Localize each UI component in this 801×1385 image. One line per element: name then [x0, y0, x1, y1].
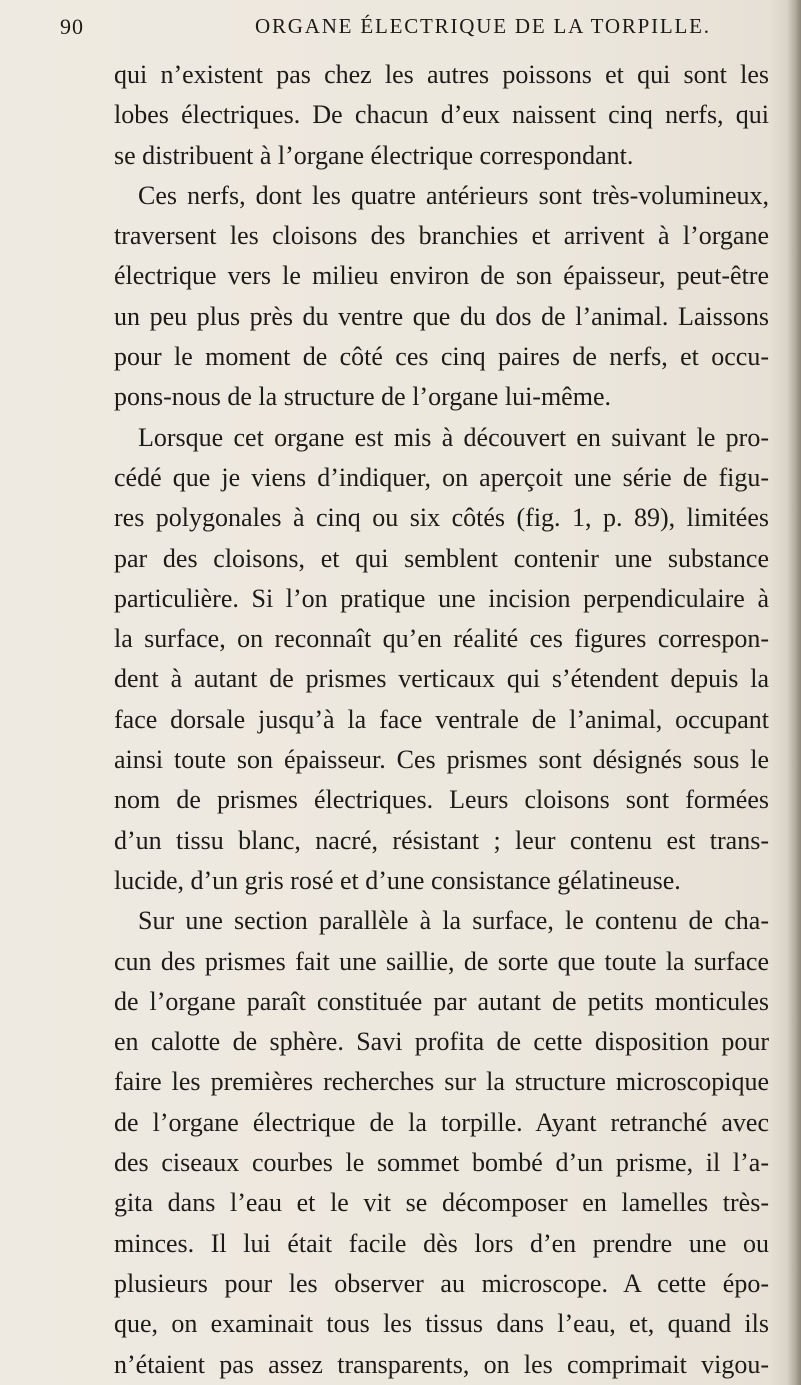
- text-line: Lorsque cet organe est mis à découvert en suivant le pro-: [138, 422, 769, 452]
- text-line: n’étaient pas assez transparents, on les comprimait vigou-: [114, 1349, 769, 1379]
- text-line: en calotte de sphère. Savi profita de cette disposition pour: [114, 1027, 769, 1057]
- text-line: gita dans l’eau et le vit se décomposer en lamelles très-: [114, 1188, 769, 1218]
- text-line: pour le moment de côté ces cinq paires de nerfs, et occu-: [114, 342, 769, 372]
- text-line: Sur une section parallèle à la surface, le contenu de cha-: [138, 906, 769, 936]
- text-line: cun des prismes fait une saillie, de sorte que toute la surface: [114, 946, 769, 976]
- page-number: 90: [60, 14, 84, 39]
- text-line: qui n’existent pas chez les autres poissons et qui sont les: [114, 60, 769, 89]
- text-line: lobes électriques. De chacun d’eux naissent cinq nerfs, qui: [114, 100, 769, 130]
- text-line: que, on examinait tous les tissus dans l’eau, et, quand ils: [114, 1309, 769, 1339]
- text-line: de l’organe électrique de la torpille. Ayant retranché avec: [114, 1107, 769, 1137]
- running-head: [60, 14, 760, 54]
- text-line: cédé que je viens d’indiquer, on aperçoit une série de figu-: [114, 462, 769, 492]
- text-line: traversent les cloisons des branchies et arrivent à l’organe: [114, 221, 769, 251]
- text-line: électrique vers le milieu environ de son épaisseur, peut-être: [114, 261, 769, 291]
- text-line: de l’organe paraît constituée par autant de petits monticules: [114, 986, 769, 1016]
- text-line: face dorsale jusqu’à la face ventrale de l’animal, occupant: [114, 704, 769, 734]
- text-line: minces. Il lui était facile dès lors d’en prendre une ou: [114, 1228, 769, 1258]
- text-line: particulière. Si l’on pratique une incision perpendiculaire à: [114, 583, 769, 613]
- running-title: ORGANE ÉLECTRIQUE DE LA TORPILLE.: [255, 14, 711, 38]
- text-line: se distribuent à l’organe électrique correspondant.: [114, 140, 634, 170]
- text-line: faire les premières recherches sur la structure microscopique: [114, 1067, 769, 1097]
- text-line: par des cloisons, et qui semblent contenir une substance: [114, 543, 769, 573]
- body-text: [114, 55, 769, 1385]
- text-line: un peu plus près du ventre que du dos de l’animal. Laissons: [114, 301, 769, 331]
- text-line: Ces nerfs, dont les quatre antérieurs sont très-volumineux,: [138, 180, 769, 210]
- text-line: dent à autant de prismes verticaux qui s’étendent depuis la: [114, 664, 769, 694]
- text-line: d’un tissu blanc, nacré, résistant ; leur contenu est trans-: [114, 825, 769, 855]
- text-line: la surface, on reconnaît qu’en réalité ces figures correspon-: [114, 624, 769, 654]
- text-line: plusieurs pour les observer au microscope. A cette épo-: [114, 1268, 769, 1298]
- text-line: ainsi toute son épaisseur. Ces prismes sont désignés sous le: [114, 745, 769, 775]
- page-edge-shadow: [787, 0, 801, 1385]
- text-line: des ciseaux courbes le sommet bombé d’un prisme, il l’a-: [114, 1148, 769, 1178]
- text-line: nom de prismes électriques. Leurs cloisons sont formées: [114, 785, 769, 815]
- text-line: lucide, d’un gris rosé et d’une consistance gélatineuse.: [114, 865, 681, 895]
- text-line: pons-nous de la structure de l’organe lui-même.: [114, 382, 611, 412]
- text-line: res polygonales à cinq ou six côtés (fig. 1, p. 89), limitées: [114, 503, 769, 533]
